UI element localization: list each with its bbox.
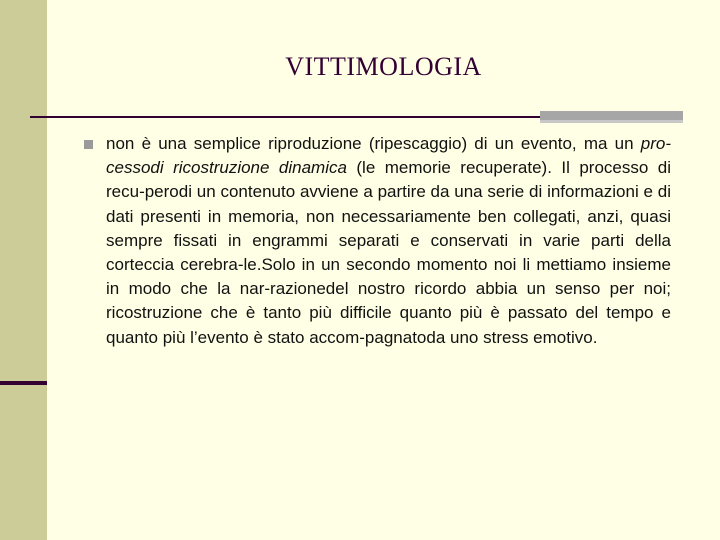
left-band-accent-line [0, 381, 47, 385]
left-decorative-band [0, 0, 47, 540]
paragraph-text-part1: non è una semplice riproduzione (ripescaggio) di un evento, ma un [106, 134, 641, 153]
square-bullet-icon [84, 140, 93, 149]
title-divider-accent [540, 111, 683, 120]
title-divider-line [30, 116, 540, 118]
slide-title: VITTIMOLOGIA [285, 52, 482, 81]
paragraph-text-part2: (le memorie recuperate). Il processo di recu-perodi un contenuto avviene a partire da una serie di informazioni e di dati presenti in memoria, non necessariamente ben collegati, anzi, quasi sempre fissati in engrammi separati e conservati in varie parti della corteccia cerebra-le.Solo in un secondo momento noi li mettiamo insieme in modo che la nar-razionedel nostro ricordo abbia un senso per noi; ricostruzione che è tanto più difficile quanto più è passato del tempo e quanto più l’evento è stato accom-pagnatoda uno stress emotivo. [106, 158, 671, 347]
paragraph-italic-phrase: pro-cessodi ricostruzione dinamica [106, 134, 671, 178]
title-divider-accent-light [540, 120, 683, 123]
slide-body-paragraph [106, 132, 671, 350]
